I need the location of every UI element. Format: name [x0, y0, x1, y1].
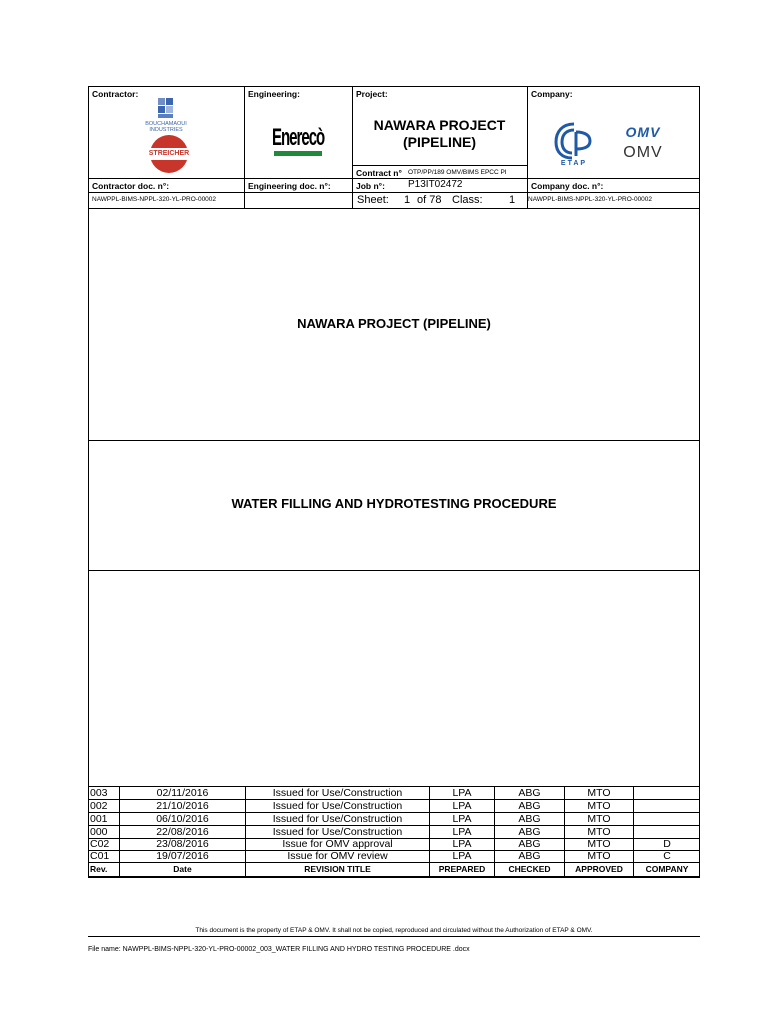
section-divider-2 — [88, 570, 700, 571]
rev-approved: MTO — [587, 838, 611, 850]
header-divider-2 — [88, 192, 700, 193]
revision-table — [88, 786, 700, 878]
rev-checked: ABG — [518, 787, 541, 799]
rev-date: 23/08/2016 — [156, 838, 209, 850]
rev-prepared: LPA — [452, 800, 472, 812]
contract-value: OTP/PP/189 OMV/BIMS EPCC PI — [408, 169, 507, 176]
rev-code: 002 — [90, 800, 108, 812]
rev-title: Issue for OMV review — [287, 850, 388, 862]
header-divider-1 — [88, 178, 700, 179]
rev-approved: MTO — [587, 787, 611, 799]
header-vline-3 — [527, 86, 528, 208]
project-title — [352, 117, 527, 151]
sheet-of: of 78 — [417, 194, 442, 206]
rev-approved: MTO — [587, 800, 611, 812]
rev-title: Issued for Use/Construction — [272, 813, 403, 825]
document-frame — [88, 86, 700, 878]
contract-label: Contract n° — [356, 168, 402, 178]
contractor-doc-value: NAWPPL-BIMS-NPPL-320-YL-PRO-00002 — [92, 196, 217, 203]
streicher-text: STREICHER — [148, 150, 190, 157]
rev-date: 22/08/2016 — [156, 826, 209, 838]
rev-date: 02/11/2016 — [156, 787, 209, 799]
contractor-doc-label: Contractor doc. n°: — [92, 181, 170, 191]
rev-checked: ABG — [518, 850, 541, 862]
enereco-text: Enerecò — [272, 124, 325, 152]
rev-code: 000 — [90, 826, 108, 838]
rev-title: Issued for Use/Construction — [272, 800, 403, 812]
sheet-value: 1 — [404, 194, 411, 206]
company-doc-value: NAWPPL-BIMS-NPPL-320-YL-PRO-00002 — [528, 196, 653, 203]
rev-checked: ABG — [518, 826, 541, 838]
section-divider-1 — [88, 440, 700, 441]
rev-title: Issued for Use/Construction — [272, 826, 403, 838]
class-label: Class: — [452, 194, 483, 206]
omv-text: OMV — [623, 144, 663, 161]
header-revision-title: REVISION TITLE — [304, 864, 371, 874]
property-notice: This document is the property of ETAP & OMV. It shall not be copied, reproduced and circulated without the Authorization of ETAP & OMV. — [195, 927, 593, 934]
rev-title: Issued for Use/Construction — [272, 787, 403, 799]
class-value: 1 — [509, 194, 516, 206]
rev-checked: ABG — [518, 838, 541, 850]
rev-date: 21/10/2016 — [156, 800, 209, 812]
file-name: File name: NAWPPL-BIMS-NPPL-320-YL-PRO-00002_003_WATER FILLING AND HYDRO TESTING PROCEDURE .docx — [88, 946, 470, 953]
contractor-label: Contractor: — [92, 89, 139, 99]
rev-company: D — [663, 838, 671, 850]
bouchamaoui-text: BOUCHAMAOUI INDUSTRIES — [145, 121, 187, 133]
rev-checked: ABG — [518, 800, 541, 812]
company-label: Company: — [531, 89, 573, 99]
rev-code: 003 — [90, 787, 108, 799]
contract-row-line — [352, 165, 527, 166]
rev-date: 06/10/2016 — [156, 813, 209, 825]
rev-code: 001 — [90, 813, 108, 825]
rev-approved: MTO — [587, 850, 611, 862]
header-vline-1 — [244, 86, 245, 208]
rev-prepared: LPA — [452, 850, 472, 862]
sheet-label: Sheet: — [357, 194, 389, 206]
project-title-line2: (PIPELINE) — [402, 134, 477, 150]
rev-prepared: LPA — [452, 838, 472, 850]
header-date: Date — [173, 864, 192, 874]
etap-text: ETAP — [560, 160, 588, 167]
rev-code: C02 — [90, 838, 110, 850]
header-rev: Rev. — [90, 864, 108, 874]
section-project-title: NAWARA PROJECT (PIPELINE) — [297, 316, 491, 331]
job-value: P13IT02472 — [408, 179, 463, 190]
rev-date: 19/07/2016 — [156, 850, 209, 862]
project-title-line1: NAWARA PROJECT — [373, 117, 506, 133]
rev-approved: MTO — [587, 826, 611, 838]
rev-company: C — [663, 850, 671, 862]
section-document-title: WATER FILLING AND HYDROTESTING PROCEDURE — [231, 496, 557, 511]
rev-prepared: LPA — [452, 813, 472, 825]
engineering-doc-label: Engineering doc. n°: — [248, 181, 331, 191]
header-checked: CHECKED — [508, 864, 551, 874]
company-doc-label: Company doc. n°: — [531, 181, 604, 191]
project-label: Project: — [356, 89, 388, 99]
header-approved: APPROVED — [575, 864, 623, 874]
engineering-label: Engineering: — [248, 89, 300, 99]
rev-prepared: LPA — [452, 826, 472, 838]
rev-code: C01 — [90, 850, 110, 862]
rev-title: Issue for OMV approval — [282, 838, 393, 850]
header-prepared: PREPARED — [438, 864, 486, 874]
header-divider-3 — [88, 208, 700, 209]
header-company: COMPANY — [645, 864, 689, 874]
job-label: Job n°: — [356, 181, 385, 191]
footer-divider — [88, 936, 700, 937]
rev-approved: MTO — [587, 813, 611, 825]
omv-mark: OMV — [625, 124, 661, 140]
rev-checked: ABG — [518, 813, 541, 825]
rev-prepared: LPA — [452, 787, 472, 799]
